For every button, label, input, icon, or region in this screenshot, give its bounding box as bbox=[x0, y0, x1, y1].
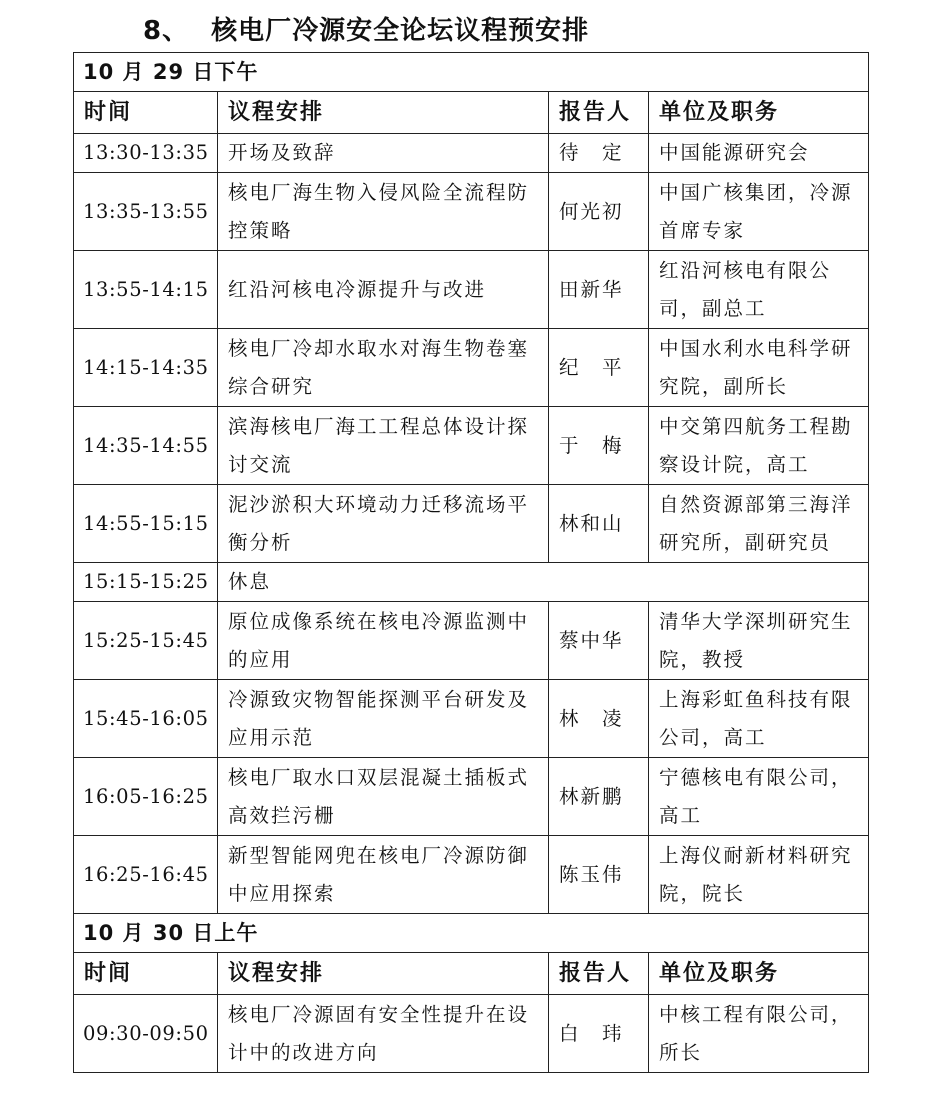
topic-cell: 核电厂冷源固有安全性提升在设计中的改进方向 bbox=[218, 995, 549, 1073]
table-row bbox=[74, 485, 869, 563]
unit-cell: 中国能源研究会 bbox=[649, 134, 869, 173]
speaker-cell: 于 梅 bbox=[549, 407, 649, 485]
topic-cell: 冷源致灾物智能探测平台研发及应用示范 bbox=[218, 680, 549, 758]
header-speaker: 报告人 bbox=[549, 953, 649, 995]
time-cell: 14:55-15:15 bbox=[74, 485, 218, 563]
topic-cell: 核电厂取水口双层混凝土插板式高效拦污栅 bbox=[218, 758, 549, 836]
section-row bbox=[74, 53, 869, 92]
speaker-cell: 田新华 bbox=[549, 251, 649, 329]
header-row bbox=[74, 92, 869, 134]
time-cell: 14:15-14:35 bbox=[74, 329, 218, 407]
agenda-table-body bbox=[74, 53, 869, 1073]
unit-cell: 中国广核集团，冷源首席专家 bbox=[649, 173, 869, 251]
table-row bbox=[74, 602, 869, 680]
topic-cell: 核电厂海生物入侵风险全流程防控策略 bbox=[218, 173, 549, 251]
header-time: 时间 bbox=[74, 953, 218, 995]
header-agenda: 议程安排 bbox=[218, 953, 549, 995]
unit-cell: 红沿河核电有限公司，副总工 bbox=[649, 251, 869, 329]
speaker-cell: 蔡中华 bbox=[549, 602, 649, 680]
section-label: 10 月 30 日上午 bbox=[74, 914, 869, 953]
speaker-cell: 林新鹏 bbox=[549, 758, 649, 836]
time-cell: 13:30-13:35 bbox=[74, 134, 218, 173]
time-cell: 16:25-16:45 bbox=[74, 836, 218, 914]
table-row bbox=[74, 251, 869, 329]
time-cell: 15:25-15:45 bbox=[74, 602, 218, 680]
table-row bbox=[74, 329, 869, 407]
time-cell: 16:05-16:25 bbox=[74, 758, 218, 836]
unit-cell: 上海彩虹鱼科技有限公司，高工 bbox=[649, 680, 869, 758]
time-cell: 13:35-13:55 bbox=[74, 173, 218, 251]
time-cell: 15:45-16:05 bbox=[74, 680, 218, 758]
speaker-cell: 林和山 bbox=[549, 485, 649, 563]
topic-cell: 开场及致辞 bbox=[218, 134, 549, 173]
header-time: 时间 bbox=[74, 92, 218, 134]
unit-cell: 中国水利水电科学研究院，副所长 bbox=[649, 329, 869, 407]
unit-cell: 宁德核电有限公司，高工 bbox=[649, 758, 869, 836]
speaker-cell: 待 定 bbox=[549, 134, 649, 173]
time-cell: 14:35-14:55 bbox=[74, 407, 218, 485]
topic-cell: 滨海核电厂海工工程总体设计探讨交流 bbox=[218, 407, 549, 485]
section-row bbox=[74, 914, 869, 953]
unit-cell: 清华大学深圳研究生院，教授 bbox=[649, 602, 869, 680]
time-cell: 15:15-15:25 bbox=[74, 563, 218, 602]
table-row bbox=[74, 173, 869, 251]
section-label: 10 月 29 日下午 bbox=[74, 53, 869, 92]
unit-cell: 上海仪耐新材料研究院，院长 bbox=[649, 836, 869, 914]
unit-cell: 自然资源部第三海洋研究所，副研究员 bbox=[649, 485, 869, 563]
topic-cell: 原位成像系统在核电冷源监测中的应用 bbox=[218, 602, 549, 680]
time-cell: 09:30-09:50 bbox=[74, 995, 218, 1073]
topic-cell: 新型智能网兜在核电厂冷源防御中应用探索 bbox=[218, 836, 549, 914]
speaker-cell: 纪 平 bbox=[549, 329, 649, 407]
table-row bbox=[74, 995, 869, 1073]
unit-cell: 中交第四航务工程勘察设计院，高工 bbox=[649, 407, 869, 485]
header-unit: 单位及职务 bbox=[649, 92, 869, 134]
heading-text: 核电厂冷源安全论坛议程预安排 bbox=[211, 16, 590, 46]
speaker-cell: 何光初 bbox=[549, 173, 649, 251]
agenda-table bbox=[73, 52, 869, 1073]
speaker-cell: 林 凌 bbox=[549, 680, 649, 758]
table-row bbox=[74, 836, 869, 914]
header-agenda: 议程安排 bbox=[218, 92, 549, 134]
time-cell: 13:55-14:15 bbox=[74, 251, 218, 329]
topic-cell: 泥沙淤积大环境动力迁移流场平衡分析 bbox=[218, 485, 549, 563]
table-row bbox=[74, 680, 869, 758]
unit-cell: 中核工程有限公司，所长 bbox=[649, 995, 869, 1073]
table-row bbox=[74, 758, 869, 836]
header-speaker: 报告人 bbox=[549, 92, 649, 134]
document-heading bbox=[143, 14, 589, 48]
topic-cell: 红沿河核电冷源提升与改进 bbox=[218, 251, 549, 329]
header-unit: 单位及职务 bbox=[649, 953, 869, 995]
speaker-cell: 陈玉伟 bbox=[549, 836, 649, 914]
topic-cell: 核电厂冷却水取水对海生物卷塞综合研究 bbox=[218, 329, 549, 407]
table-row bbox=[74, 563, 869, 602]
table-row bbox=[74, 407, 869, 485]
header-row bbox=[74, 953, 869, 995]
table-row bbox=[74, 134, 869, 173]
heading-number: 8、 bbox=[143, 16, 190, 46]
topic-cell: 休息 bbox=[218, 563, 869, 602]
speaker-cell: 白 玮 bbox=[549, 995, 649, 1073]
